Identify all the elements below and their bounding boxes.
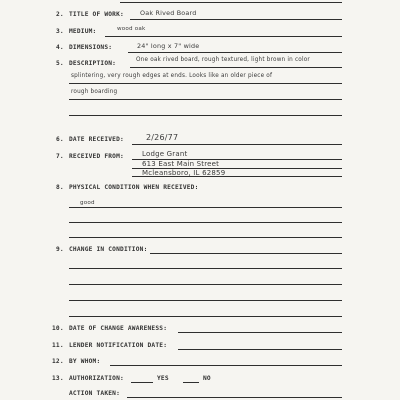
change-in-condition-label: CHANGE IN CONDITION: — [69, 246, 148, 253]
lender-notification-date-line — [178, 349, 342, 350]
description-rule-3 — [69, 99, 342, 100]
change-in-condition-rule-2 — [69, 268, 342, 269]
authorization-yes-blank — [131, 382, 153, 383]
item-7-number: 7. — [56, 153, 64, 160]
physical-condition-rule-3 — [69, 237, 342, 238]
date-received-value: 2/26/77 — [146, 133, 179, 142]
date-received-line — [132, 144, 342, 145]
description-line-2: splintering, very rough edges at ends. Looks like an older piece of — [71, 73, 273, 79]
by-whom-label: BY WHOM: — [69, 358, 101, 365]
physical-condition-rule-1 — [69, 207, 342, 208]
lender-notification-date-label: LENDER NOTIFICATION DATE: — [69, 342, 168, 349]
item-5-number: 5. — [56, 60, 64, 67]
item-3-number: 3. — [56, 28, 64, 35]
description-rule-4 — [69, 115, 342, 116]
dimensions-line — [128, 52, 342, 53]
authorization-no-option: NO — [203, 375, 211, 382]
physical-condition-value: good — [80, 200, 95, 206]
date-of-change-awareness-line — [178, 332, 342, 333]
medium-line — [105, 36, 342, 37]
authorization-no-blank — [183, 382, 199, 383]
description-line-1: One oak rived board, rough textured, light brown in color — [136, 57, 310, 63]
top-rule — [120, 2, 342, 3]
item-9-number: 9. — [56, 246, 64, 253]
date-of-change-awareness-label: DATE OF CHANGE AWARENESS: — [69, 325, 168, 332]
received-from-street: 613 East Main Street — [142, 160, 220, 168]
physical-condition-label: PHYSICAL CONDITION WHEN RECEIVED: — [69, 184, 199, 191]
change-in-condition-rule-1 — [150, 253, 342, 254]
description-line-3: rough boarding — [71, 89, 118, 95]
medium-label: MEDIUM: — [69, 28, 97, 35]
item-13-number: 13. — [52, 375, 64, 382]
item-4-number: 4. — [56, 44, 64, 51]
date-received-label: DATE RECEIVED: — [69, 136, 124, 143]
medium-value: wood oak — [117, 26, 146, 32]
action-taken-line — [127, 397, 342, 398]
authorization-label: AUTHORIZATION: — [69, 375, 124, 382]
title-of-work-value: Oak Rived Board — [140, 9, 197, 17]
description-rule-1 — [130, 67, 342, 68]
physical-condition-rule-2 — [69, 222, 342, 223]
item-11-number: 11. — [52, 342, 64, 349]
item-12-number: 12. — [52, 358, 64, 365]
description-label: DESCRIPTION: — [69, 60, 117, 67]
title-of-work-label: TITLE OF WORK: — [69, 11, 124, 18]
dimensions-value: 24" long x 7" wide — [137, 42, 200, 50]
change-in-condition-rule-5 — [69, 316, 342, 317]
received-from-line-3 — [132, 176, 342, 177]
received-from-label: RECEIVED FROM: — [69, 153, 124, 160]
action-taken-label: ACTION TAKEN: — [69, 390, 121, 397]
by-whom-line — [110, 365, 342, 366]
dimensions-label: DIMENSIONS: — [69, 44, 113, 51]
change-in-condition-rule-3 — [69, 284, 342, 285]
received-from-name: Lodge Grant — [142, 150, 188, 158]
authorization-yes-option: YES — [157, 375, 169, 382]
change-in-condition-rule-4 — [69, 300, 342, 301]
received-from-city: Mcleansboro, IL 62859 — [142, 169, 226, 177]
item-2-number: 2. — [56, 11, 64, 18]
description-rule-2 — [69, 83, 342, 84]
item-8-number: 8. — [56, 184, 64, 191]
title-of-work-line — [130, 19, 342, 20]
item-10-number: 10. — [52, 325, 64, 332]
item-6-number: 6. — [56, 136, 64, 143]
